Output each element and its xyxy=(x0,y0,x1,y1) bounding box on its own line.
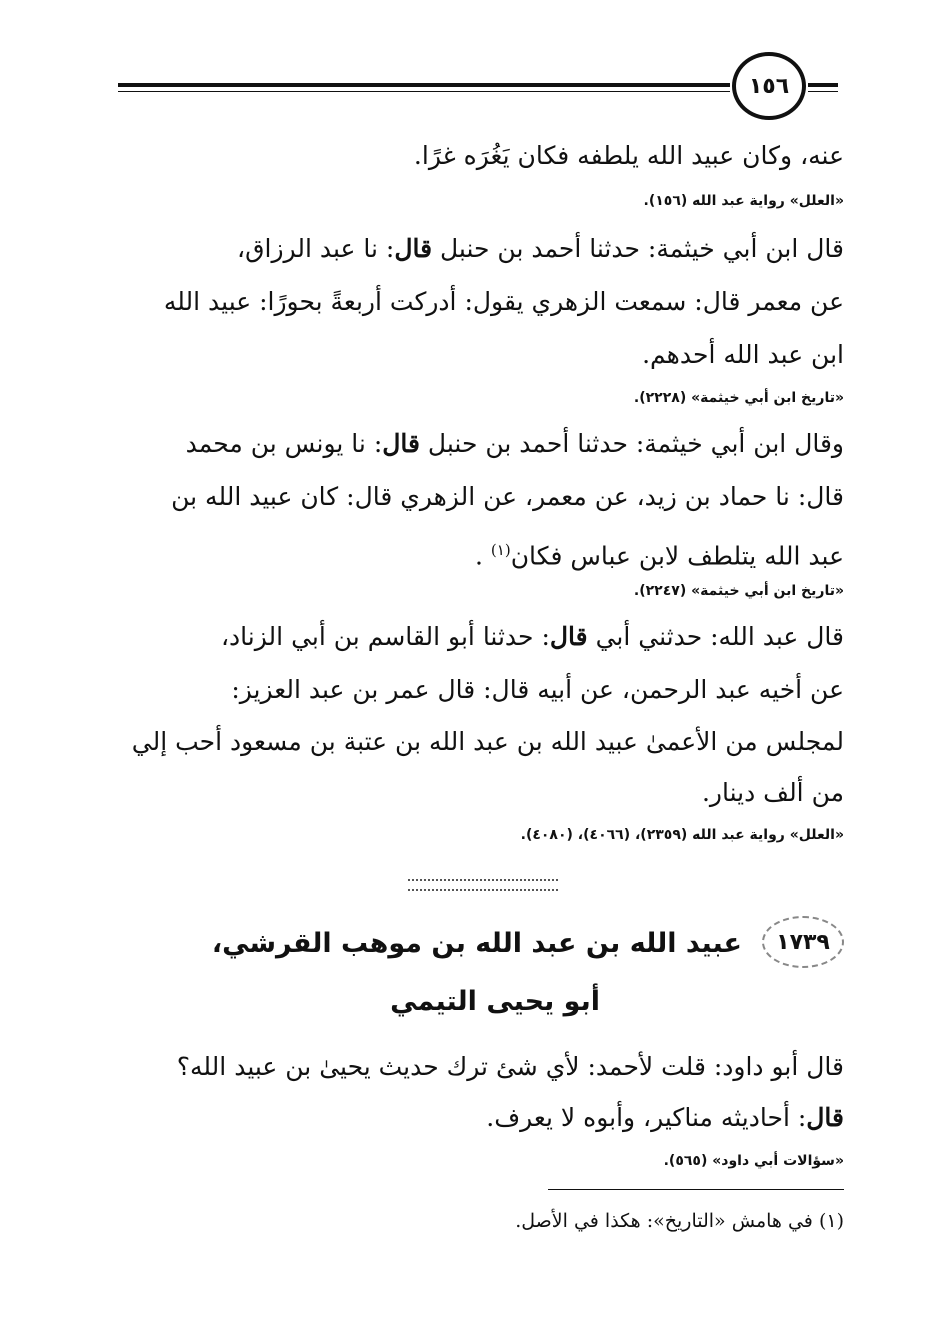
source-citation: «العلل» رواية عبد الله (٢٣٥٩)، (٤٠٦٦)، (٤٠٨٠). xyxy=(520,827,844,843)
text-line: عبد الله يتلطف لابن عباس فكان$^{(١)}$ . xyxy=(475,541,844,571)
source-citation: «تاريخ ابن أبي خيثمة» (٢٢٢٨). xyxy=(633,390,844,406)
text-line: قال أبو داود: قلت لأحمد: لأي شئ ترك حديث يحيىٰ بن عبيد الله؟ xyxy=(176,1052,844,1081)
footnote-separator xyxy=(548,1189,844,1190)
header-rule-thin xyxy=(118,91,730,92)
text-line: قال: أحاديثه مناكير، وأبوه لا يعرف. xyxy=(486,1103,844,1132)
header-rule-right-thin xyxy=(808,91,838,92)
entry-number: ١٧٣٩ xyxy=(776,929,830,955)
source-citation: «تاريخ ابن أبي خيثمة» (٢٢٤٧). xyxy=(633,583,844,599)
text-line: عنه، وكان عبيد الله يلطفه فكان يَغُرَه غرًا. xyxy=(413,141,844,170)
footnote xyxy=(515,1208,844,1234)
page-number: ١٥٦ xyxy=(732,52,806,120)
entry-number-badge xyxy=(762,916,844,968)
text-line: وقال ابن أبي خيثمة: حدثنا أحمد بن حنبل قال: نا يونس بن محمد xyxy=(185,429,844,458)
text-line: عن أخيه عبد الرحمن، عن أبيه قال: قال عمر بن عبد العزيز: xyxy=(231,675,844,704)
footnote-text: في هامش «التاريخ»: هكذا في الأصل. xyxy=(515,1210,813,1232)
header-rule-thick xyxy=(118,83,730,87)
header-rule-right-thick xyxy=(808,83,838,87)
entry-title-line-1: عبيد الله بن عبد الله بن موهب القرشي، xyxy=(211,928,742,959)
text-line: لمجلس من الأعمىٰ عبيد الله بن عبد الله بن عتبة بن مسعود أحب إلي xyxy=(131,727,844,756)
text-line: قال ابن أبي خيثمة: حدثنا أحمد بن حنبل قال: نا عبد الرزاق، xyxy=(237,234,844,263)
entry-title-line-2: أبو يحيى التيمي xyxy=(390,986,600,1017)
source-citation: «العلل» رواية عبد الله (١٥٦). xyxy=(643,193,844,209)
section-ornament xyxy=(408,879,558,891)
source-citation: «سؤالات أبي داود» (٥٦٥). xyxy=(663,1153,844,1169)
text-line: من ألف دينار. xyxy=(701,778,844,807)
text-line: ابن عبد الله أحدهم. xyxy=(642,340,844,369)
text-line: عن معمر قال: سمعت الزهري يقول: أدركت أربعةً بحورًا: عبيد الله xyxy=(163,287,844,316)
text-line: قال عبد الله: حدثني أبي قال: حدثنا أبو القاسم بن أبي الزناد، xyxy=(220,622,844,651)
footnote-reference: (١) xyxy=(490,541,511,559)
footnote-marker: (١) xyxy=(818,1210,844,1232)
text-line: قال: نا حماد بن زيد، عن معمر، عن الزهري قال: كان عبيد الله بن xyxy=(171,482,844,511)
